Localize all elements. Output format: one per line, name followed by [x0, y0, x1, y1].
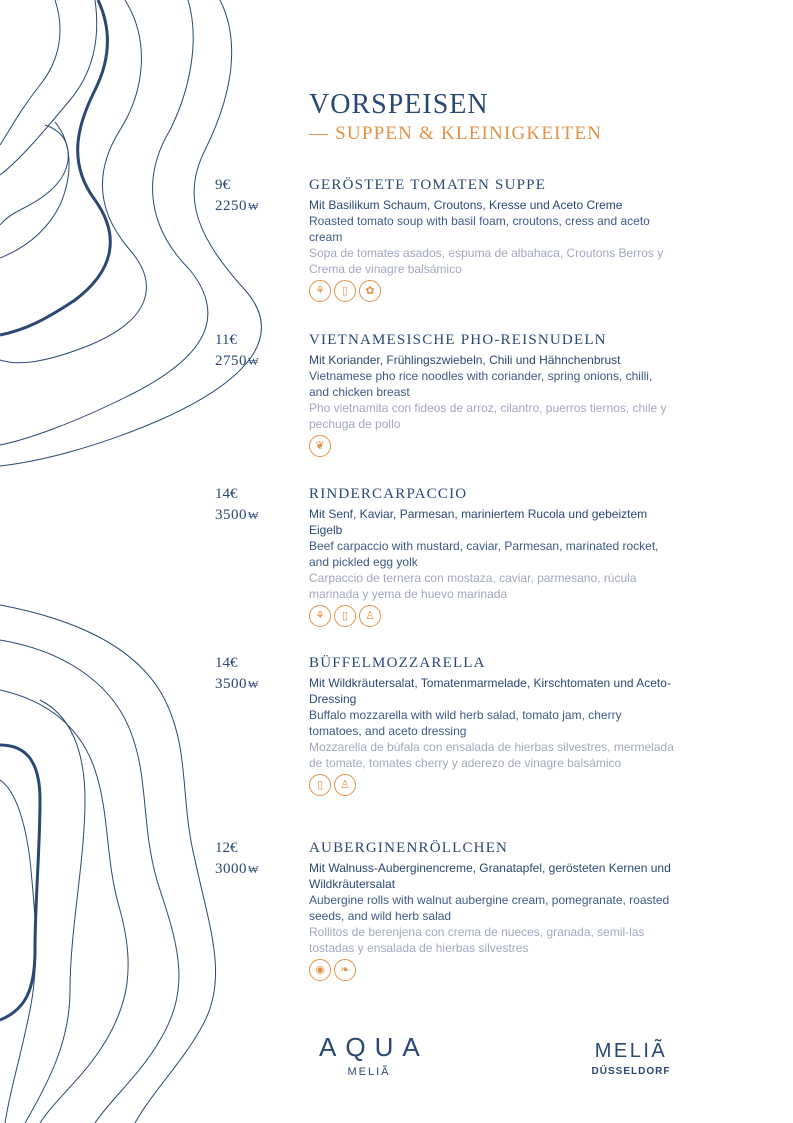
- allergen-icons: [309, 959, 674, 981]
- soy-icon: ❦: [309, 435, 331, 457]
- description-german: Mit Wildkräutersalat, Tomatenmarmelade, Kirschtomaten und Aceto-Dressing: [309, 676, 671, 706]
- dish-name: RINDERCARPACCIO: [309, 486, 468, 502]
- description-english: Vietnamese pho rice noodles with coriander, spring onions, chilli, and chicken breast: [309, 369, 653, 399]
- price-eur: 11€: [215, 332, 237, 348]
- page-subtitle: — SUPPEN & KLEINIGKEITEN: [309, 123, 603, 144]
- price-eur: 9€: [215, 177, 230, 193]
- sulphite-icon: ♙: [334, 774, 356, 796]
- aqua-wordmark: AQUA: [319, 1032, 429, 1062]
- dish-name: GERÖSTETE TOMATEN SUPPE: [309, 177, 547, 193]
- description-english: Beef carpaccio with mustard, caviar, Parmesan, marinated rocket, and pickled egg yolk: [309, 539, 659, 569]
- won-sign: ₩: [248, 510, 259, 522]
- won-sign: ₩: [248, 679, 259, 691]
- dish-description: [309, 176, 674, 302]
- dish-description: [309, 331, 674, 457]
- allergen-icons: [309, 774, 674, 796]
- description-english: Aubergine rolls with walnut aubergine cream, pomegranate, roasted seeds, and wild herb salad: [309, 893, 670, 923]
- price-eur: 12€: [215, 840, 238, 856]
- melia-wordmark: MELIÃ: [594, 1040, 668, 1062]
- price-block: [215, 654, 305, 694]
- won-sign: ₩: [248, 864, 259, 876]
- description-spanish: Carpaccio de ternera con mostaza, caviar, parmesano, rúcula marinada y yema de huevo marinada: [309, 571, 637, 601]
- price-krw-row: [215, 506, 305, 525]
- dish-description: [309, 839, 674, 981]
- price-block: [215, 331, 305, 371]
- milk-icon: ▯: [334, 605, 356, 627]
- gluten-icon: ⚘: [309, 605, 331, 627]
- dish-name: AUBERGINENRÖLLCHEN: [309, 840, 509, 856]
- sulphite-icon: ♙: [359, 605, 381, 627]
- menu-header: [309, 90, 602, 146]
- price-krw: 3500: [215, 507, 247, 523]
- aqua-logo: [310, 1033, 428, 1079]
- allergen-icons: [309, 280, 674, 302]
- price-eur: 14€: [215, 655, 238, 671]
- dish-description: [309, 485, 674, 627]
- description-spanish: Pho vietnamita con fideos de arroz, cilantro, puerros tiernos, chile y pechuga de pollo: [309, 401, 667, 431]
- milk-icon: ▯: [334, 280, 356, 302]
- dish-name: VIETNAMESISCHE PHO-REISNUDELN: [309, 332, 607, 348]
- mustard-icon: ✿: [359, 280, 381, 302]
- page-title: VORSPEISEN: [309, 89, 489, 120]
- price-block: [215, 839, 305, 879]
- price-krw: 3500: [215, 676, 247, 692]
- price-krw-row: [215, 197, 305, 216]
- price-krw: 2750: [215, 353, 247, 369]
- description-german: Mit Koriander, Frühlingszwiebeln, Chili und Hähnchenbrust: [309, 353, 621, 367]
- vegan-icon: ❧: [334, 959, 356, 981]
- price-krw: 3000: [215, 861, 247, 877]
- aqua-submark: MELIÃ: [347, 1066, 391, 1078]
- dish-description: [309, 654, 674, 796]
- price-krw-row: [215, 675, 305, 694]
- melia-logo: [583, 1040, 679, 1078]
- milk-icon: ▯: [309, 774, 331, 796]
- description-spanish: Rollitos de berenjena con crema de nueces, granada, semil-las tostadas y ensalada de hierbas silvestres: [309, 925, 645, 955]
- description-english: Roasted tomato soup with basil foam, croutons, cress and aceto cream: [309, 214, 650, 244]
- description-german: Mit Walnuss-Auberginencreme, Granatapfel, gerösteten Kernen und Wildkräutersalat: [309, 861, 671, 891]
- dish-name: BÜFFELMOZZARELLA: [309, 655, 486, 671]
- nuts-icon: ◉: [309, 959, 331, 981]
- description-spanish: Sopa de tomates asados, espuma de albahaca, Croutons Berros y Crema de vinagre balsámico: [309, 246, 664, 276]
- melia-location: DÜSSELDORF: [591, 1066, 671, 1077]
- allergen-icons: [309, 605, 674, 627]
- price-eur: 14€: [215, 486, 238, 502]
- description-german: Mit Basilikum Schaum, Croutons, Kresse und Aceto Creme: [309, 198, 623, 212]
- description-german: Mit Senf, Kaviar, Parmesan, mariniertem Rucola und gebeiztem Eigelb: [309, 507, 648, 537]
- price-block: [215, 176, 305, 216]
- price-block: [215, 485, 305, 525]
- price-krw: 2250: [215, 198, 247, 214]
- price-krw-row: [215, 352, 305, 371]
- description-english: Buffalo mozzarella with wild herb salad, tomato jam, cherry tomatoes, and aceto dressing: [309, 708, 622, 738]
- won-sign: ₩: [248, 201, 259, 213]
- price-krw-row: [215, 860, 305, 879]
- description-spanish: Mozzarella de búfala con ensalada de hierbas silvestres, mermelada de tomate, tomates cherry y aderezo de vinagre balsámico: [309, 740, 674, 770]
- allergen-icons: [309, 435, 674, 457]
- won-sign: ₩: [248, 356, 259, 368]
- gluten-icon: ⚘: [309, 280, 331, 302]
